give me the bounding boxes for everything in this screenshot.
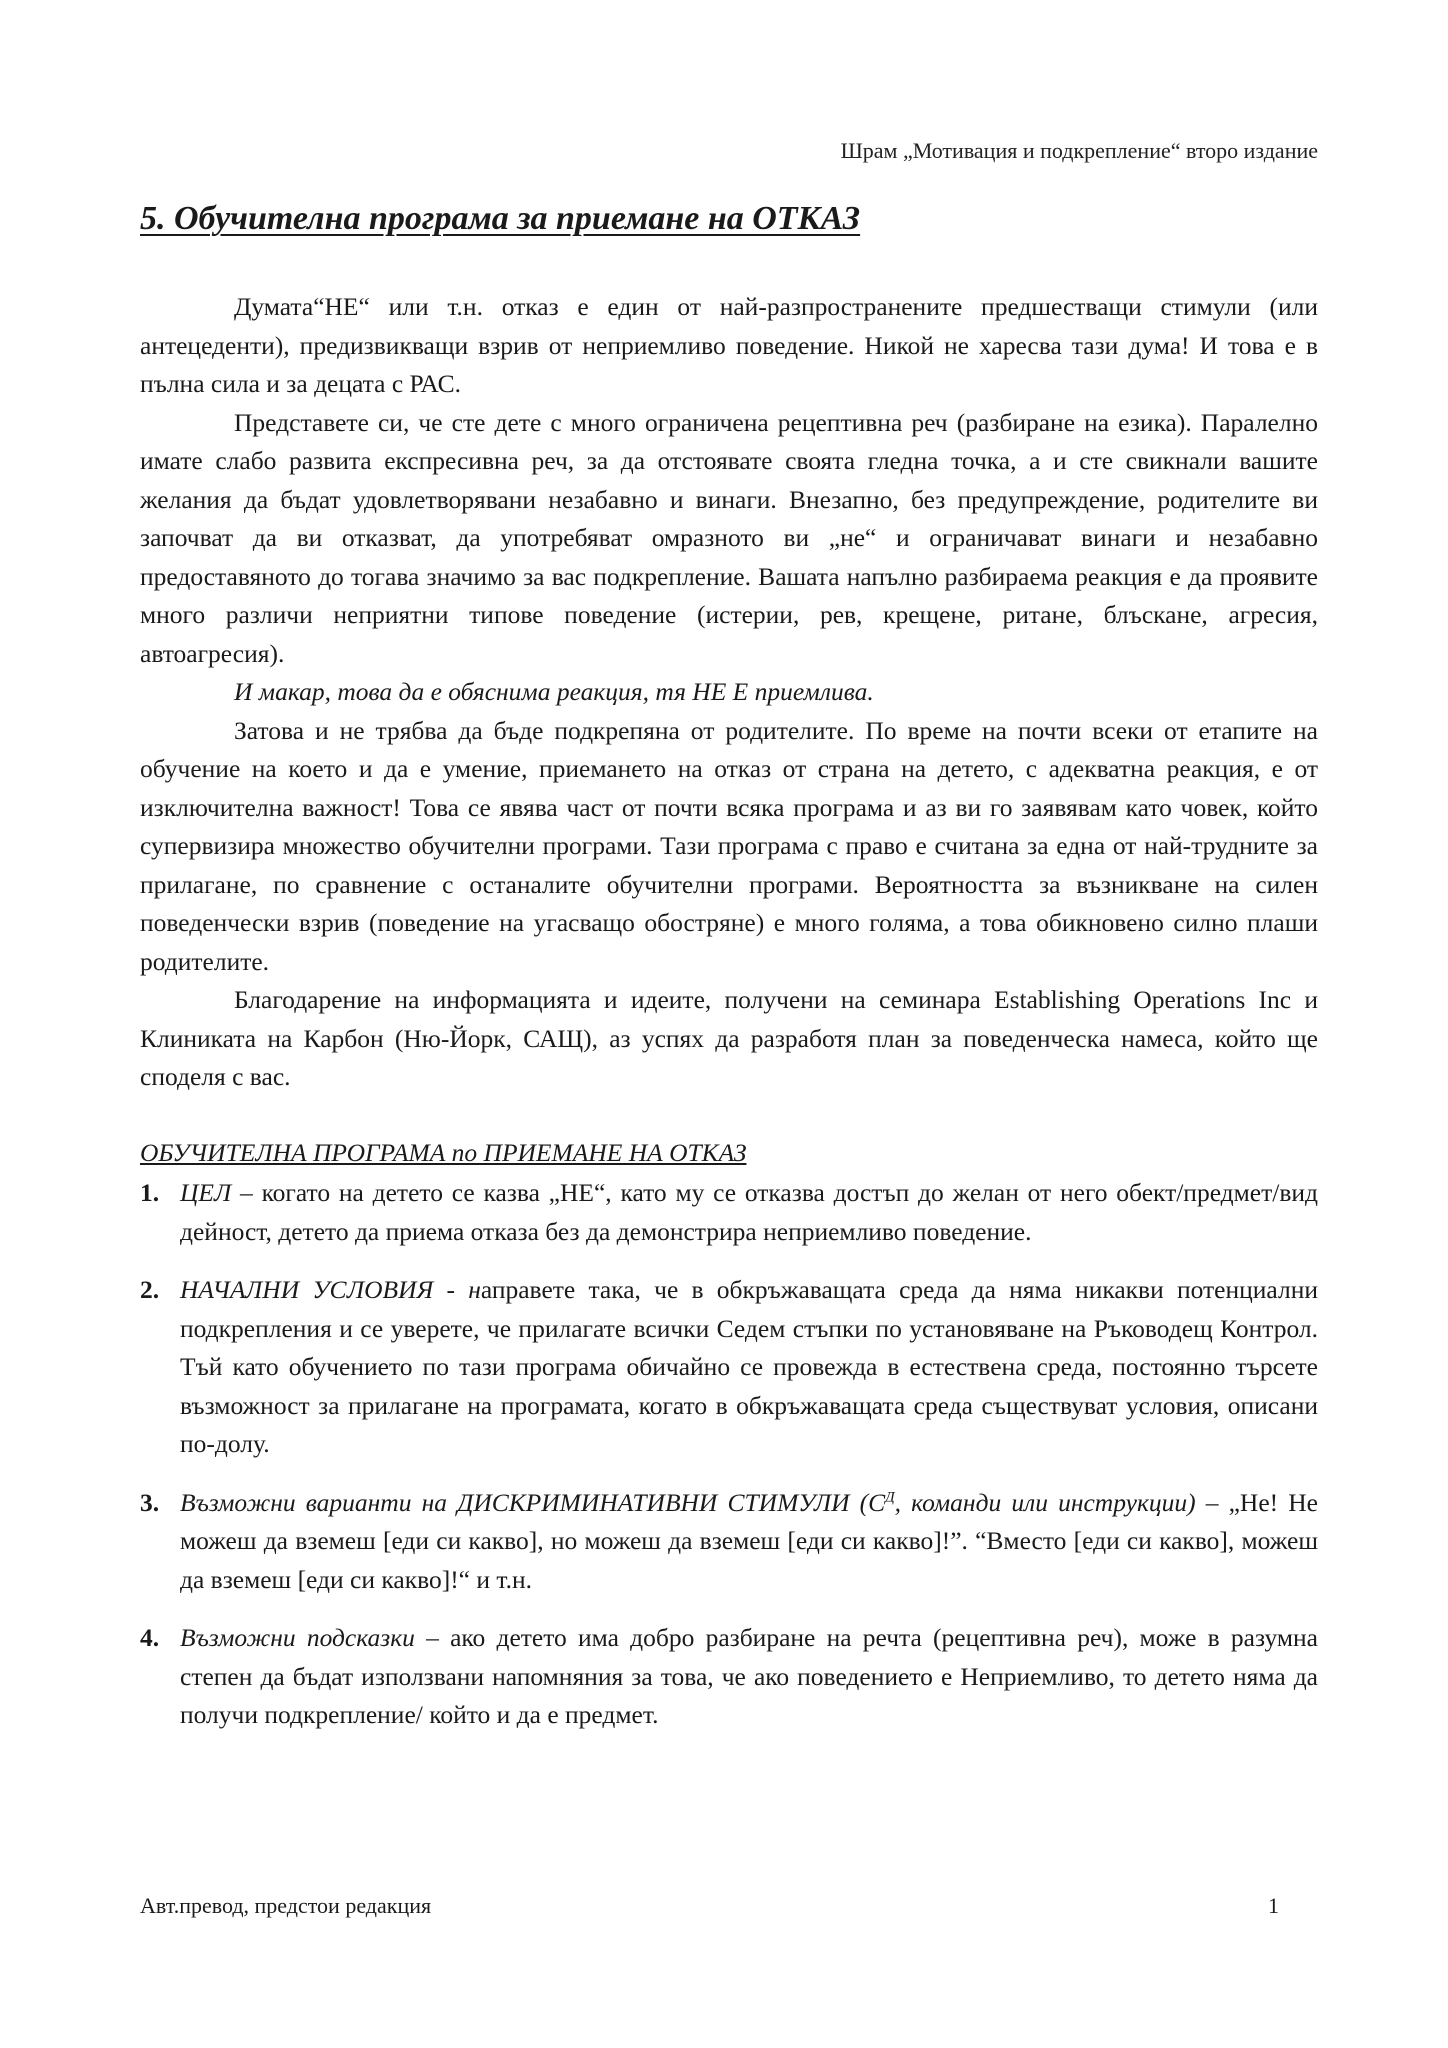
page-number: 1 [1268, 1893, 1279, 1918]
list-item-lead: ЦЕЛ [180, 1178, 232, 1207]
list-item-text: – когато на детето се казва „НЕ“, като му се отказва достъп до желан от него обект/предмет/вид дейност, детето да приема отказа без да демонстрира неприемливо поведение. [180, 1178, 1318, 1246]
paragraph: Затова и не трябва да бъде подкрепяна от родителите. По време на почти всеки от етапите на обучение на което и да е умение, приемането на отказ от страна на детето, с адекватна реакция, е от изключителна важност! Това се явява част от почти всяка програма и аз ви го заявявам като човек, който супервизира множество обучителни програми. Тази програма с право е считана за една от най-трудните за прилагане, по сравнение с останалите обучителни програми. Вероятността за възникване на силен поведенчески взрив (поведение на угасващо обостряне) е много голяма, а това обикновено силно плаши родителите. [140, 715, 1318, 976]
list-item-text: – „Не! Не можеш да вземеш [еди си какво], но можеш да вземеш [еди си какво]!”. “Вместо [еди си какво], можеш да вземеш [еди си какво]!“ и т.н. [180, 1487, 1319, 1594]
list-item [140, 1619, 1318, 1735]
list-number: 2. [140, 1275, 160, 1304]
list-item-text: – ако детето има добро разбиране на речта (рецептивна реч), може в разумна степен да бъдат използвани напомняния за това, че ако поведението е Неприемливо, то детето няма да получи подкрепление/ който и да е предмет. [180, 1623, 1318, 1729]
footer-note: Авт.превод, предстои редакция [140, 1893, 432, 1918]
list-number: 4. [140, 1623, 160, 1652]
list-item-lead: Възможни варианти на ДИСКРИМИНАТИВНИ СТИМУЛИ (С [180, 1487, 886, 1517]
body-text [140, 288, 1318, 1097]
paragraph: Думата“НЕ“ или т.н. отказ е един от най-разпространените предшестващи стимули (или антецеденти), предизвикващи взрив от неприемливо поведение. Никой не харесва тази дума! И това е в пълна сила и за децата с РАС. [140, 292, 1318, 398]
superscript: Д [885, 1489, 895, 1505]
list-item [140, 1484, 1318, 1600]
list-item [140, 1174, 1318, 1251]
paragraph-emphasis: И макар, това да е обяснима реакция, тя НЕ Е приемлива. [234, 677, 874, 706]
list-item-lead: НАЧАЛНИ УСЛОВИЯ - н [180, 1275, 481, 1304]
chapter-title: 5. Обучителна програма за приемане на ОТКАЗ [140, 200, 861, 237]
list-number: 1. [140, 1178, 160, 1207]
running-header: Шрам „Мотивация и подкрепление“ второ издание [840, 138, 1318, 163]
program-steps-list [140, 1174, 1318, 1755]
list-item-lead-cont: , команди или инструкции) [894, 1487, 1196, 1517]
section-heading: ОБУЧИТЕЛНА ПРОГРАМА по ПРИЕМАНЕ НА ОТКАЗ [140, 1138, 747, 1167]
list-item [140, 1271, 1318, 1464]
list-item-text: аправете така, че в обкръжаващата среда да няма никакви потенциални подкрепления и се уверете, че прилагате всички Седем стъпки по установяване на Ръководещ Контрол. Тъй като обучението по тази програма обичайно се провежда в естествена среда, постоянно търсете възможност за прилагане на програмата, когато в обкръжаващата среда съществуват условия, описани по-долу. [180, 1275, 1318, 1458]
list-item-lead: Възможни подсказки [180, 1623, 415, 1652]
list-number: 3. [140, 1487, 160, 1517]
paragraph: Представете си, че сте дете с много ограничена рецептивна реч (разбиране на езика). Паралелно имате слабо развита експресивна реч, за да отстоявате своята гледна точка, а и сте свикнали вашите желания да бъдат удовлетворявани незабавно и винаги. Внезапно, без предупреждение, родителите ви започват да ви отказват, да употребяват омразното ви „не“ и ограничават винаги и незабавно предоставяното до тогава значимо за вас подкрепление. Вашата напълно разбираема реакция е да проявите много различи неприятни типове поведение (истерии, рев, крещене, ритане, блъскане, агресия, автоагресия). [140, 407, 1318, 668]
paragraph: Благодарение на информацията и идеите, получени на семинара Establishing Operations Inc и Клиниката на Карбон (Ню-Йорк, САЩ), аз успях да разработя план за поведенческа намеса, който ще споделя с вас. [140, 985, 1318, 1091]
